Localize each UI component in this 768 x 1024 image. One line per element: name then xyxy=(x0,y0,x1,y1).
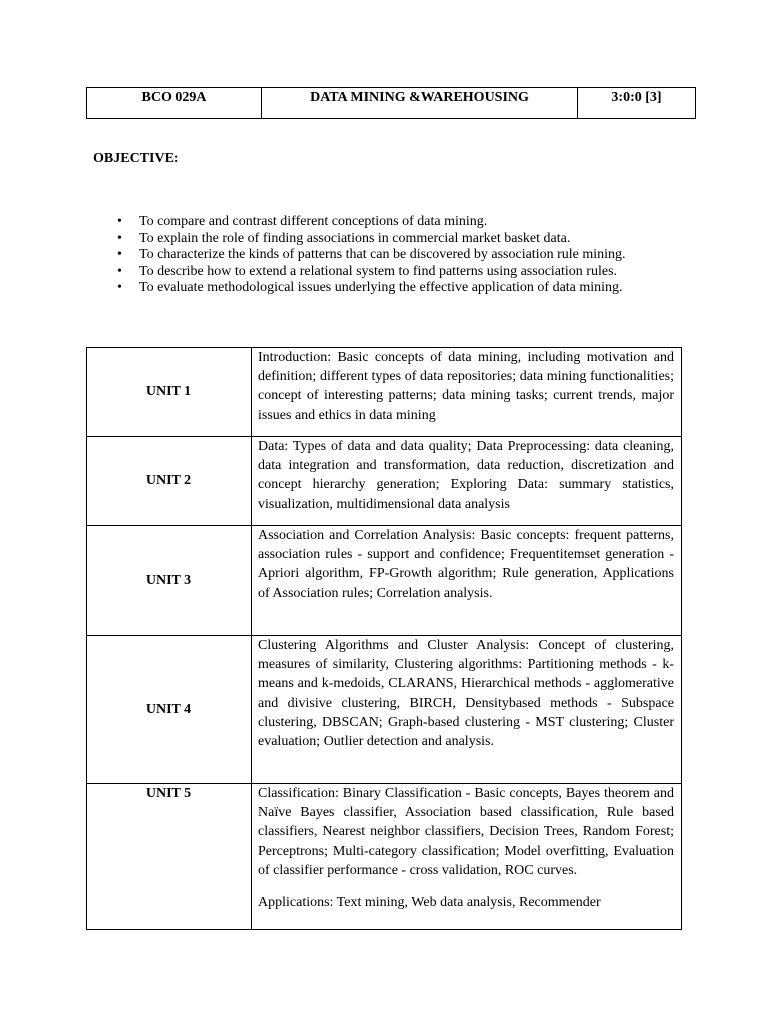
unit-row xyxy=(87,526,682,636)
objective-item: • To compare and contrast different conceptions of data mining. xyxy=(139,214,699,231)
unit-description-paragraph: Applications: Text mining, Web data analysis, Recommender xyxy=(258,895,601,911)
unit-row xyxy=(87,784,682,930)
unit-row xyxy=(87,636,682,784)
objective-list xyxy=(139,214,699,297)
units-table xyxy=(86,347,682,930)
course-header-table xyxy=(86,87,696,119)
course-title: DATA MINING &WAREHOUSING xyxy=(262,88,578,119)
objective-item: • To describe how to extend a relational system to find patterns using association rules. xyxy=(139,264,699,281)
course-code: BCO 029A xyxy=(87,88,262,119)
unit-description: Association and Correlation Analysis: Basic concepts: frequent patterns, association rules - support and confidence; Frequentitemset generation - Apriori algorithm, FP-Growth algorithm; Rule generation, Applications of Association rules; Correlation analysis. xyxy=(252,526,682,636)
objective-item: • To explain the role of finding associations in commercial market basket data. xyxy=(139,231,699,248)
unit-row xyxy=(87,348,682,437)
unit-description: Introduction: Basic concepts of data mining, including motivation and definition; different types of data repositories; data mining functionalities; concept of interesting patterns; data mining tasks; current trends, major issues and ethics in data mining xyxy=(252,348,682,437)
unit-label: UNIT 5 xyxy=(87,784,252,930)
unit-description: Data: Types of data and data quality; Data Preprocessing: data cleaning, data integration and transformation, data reduction, discretization and concept hierarchy generation; Exploring Data: summary statistics, visualization, multidimensional data analysis xyxy=(252,437,682,526)
objective-item: • To evaluate methodological issues underlying the effective application of data mining. xyxy=(139,280,699,297)
unit-label: UNIT 2 xyxy=(87,437,252,526)
unit-description: Clustering Algorithms and Cluster Analysis: Concept of clustering, measures of similarity, Clustering algorithms: Partitioning methods - k-means and k-medoids, CLARANS, Hierarchical methods - agglomerative and divisive clustering, BIRCH, Densitybased methods - Subspace clustering, DBSCAN; Graph-based clustering - MST clustering; Cluster evaluation; Outlier detection and analysis. xyxy=(252,636,682,784)
unit-row xyxy=(87,437,682,526)
objective-item: • To characterize the kinds of patterns that can be discovered by association rule mining. xyxy=(139,247,699,264)
unit-description-paragraph: Classification: Binary Classification - Basic concepts, Bayes theorem and Naïve Bayes classifier, Association based classification, Rule based classifiers, Nearest neighbor classifiers, Decision Trees, Random Forest; Perceptrons; Multi-category classification; Model overfitting, Evaluation of classifier performance - cross validation, ROC curves. xyxy=(258,786,674,878)
unit-label: UNIT 3 xyxy=(87,526,252,636)
unit-description xyxy=(252,784,682,930)
unit-label: UNIT 4 xyxy=(87,636,252,784)
course-credits: 3:0:0 [3] xyxy=(578,88,696,119)
objective-heading: OBJECTIVE: xyxy=(93,151,179,166)
unit-label: UNIT 1 xyxy=(87,348,252,437)
